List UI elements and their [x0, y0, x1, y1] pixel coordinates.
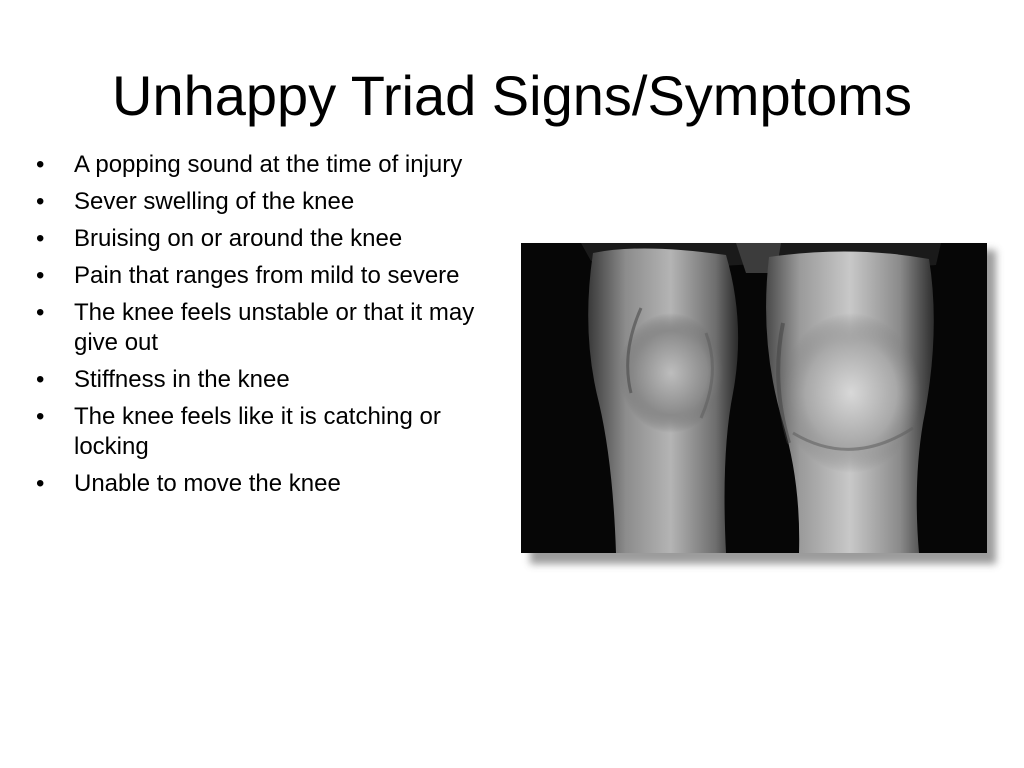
- bullet-text: Sever swelling of the knee: [74, 188, 355, 215]
- bullet-text: Pain that ranges from mild to severe: [74, 262, 460, 289]
- bullet-text: Stiffness in the knee: [74, 366, 290, 393]
- bullet-item: [36, 224, 496, 254]
- bullet-item: [36, 261, 496, 291]
- bullet-text: Bruising on or around the knee: [74, 225, 403, 252]
- slide-title: Unhappy Triad Signs/Symptoms: [112, 64, 912, 127]
- bullet-list: [36, 150, 496, 506]
- bullet-item: [36, 469, 496, 499]
- bullet-text: The knee feels like it is catching or locking: [74, 403, 441, 460]
- bullet-item: [36, 402, 496, 462]
- knee-photo: [521, 243, 987, 553]
- bullet-marker: •: [36, 299, 45, 326]
- bullet-text: A popping sound at the time of injury: [74, 151, 463, 178]
- bullet-marker: •: [36, 225, 45, 252]
- bullet-text: The knee feels unstable or that it may give out: [74, 299, 475, 356]
- knee-photo-drawing: [521, 243, 987, 553]
- bullet-marker: •: [36, 366, 45, 393]
- bullet-marker: •: [36, 470, 45, 497]
- bullet-item: [36, 187, 496, 217]
- bullet-item: [36, 365, 496, 395]
- bullet-marker: •: [36, 188, 45, 215]
- bullet-item: [36, 298, 496, 358]
- bullet-marker: •: [36, 403, 45, 430]
- bullet-item: [36, 150, 496, 180]
- bullet-marker: •: [36, 262, 45, 289]
- bullet-text: Unable to move the knee: [74, 470, 341, 497]
- bullet-marker: •: [36, 151, 45, 178]
